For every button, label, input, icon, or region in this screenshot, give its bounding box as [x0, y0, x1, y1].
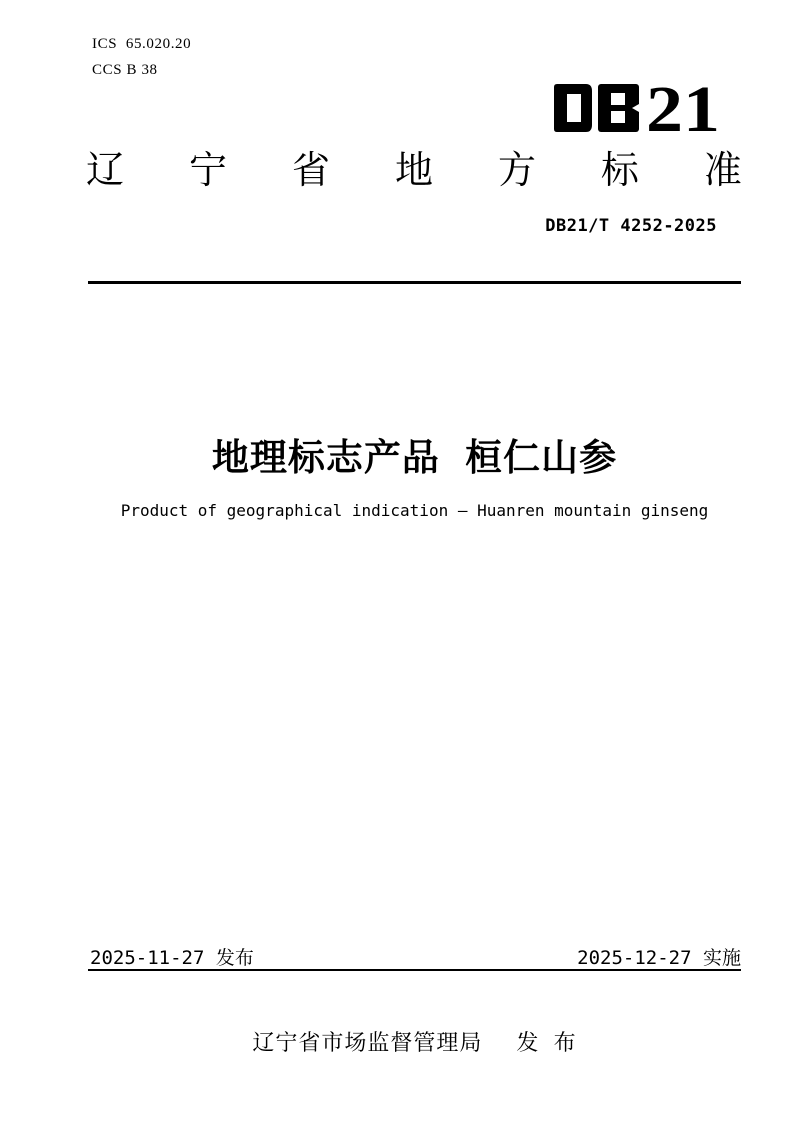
issuing-authority: 辽宁省市场监督管理局 — [252, 1030, 483, 1055]
db21-logo — [554, 84, 722, 134]
standard-type-char: 宁 — [188, 150, 227, 192]
standard-type-char: 地 — [394, 150, 433, 192]
ccs-code: CCS B 38 — [92, 62, 158, 78]
top-rule — [88, 281, 741, 284]
standard-code: DB21/T 4252-2025 — [545, 216, 717, 236]
issue-date: 2025-11-27 发布 — [90, 947, 254, 969]
bottom-rule — [88, 969, 741, 971]
standard-name-line — [86, 148, 742, 194]
dates-row — [90, 943, 741, 970]
publish-label: 发 布 — [516, 1030, 577, 1055]
standard-type-char: 标 — [600, 150, 639, 192]
implementation-date: 2025-12-27 实施 — [577, 947, 741, 969]
logo-db-glyph — [554, 84, 722, 134]
standard-type-char: 辽 — [86, 150, 125, 192]
standard-type-char: 方 — [497, 150, 536, 192]
standard-type-char: 准 — [703, 150, 742, 192]
issuing-authority-row — [88, 1026, 741, 1057]
document-title-en: Product of geographical indication — Huanren mountain ginseng — [120, 501, 709, 520]
standard-type-char: 省 — [291, 150, 330, 192]
ics-code: ICS 65.020.20 — [92, 36, 192, 52]
logo-region-number: 21 — [646, 84, 720, 134]
document-title-cn: 地理标志产品 桓仁山参 — [211, 437, 618, 478]
